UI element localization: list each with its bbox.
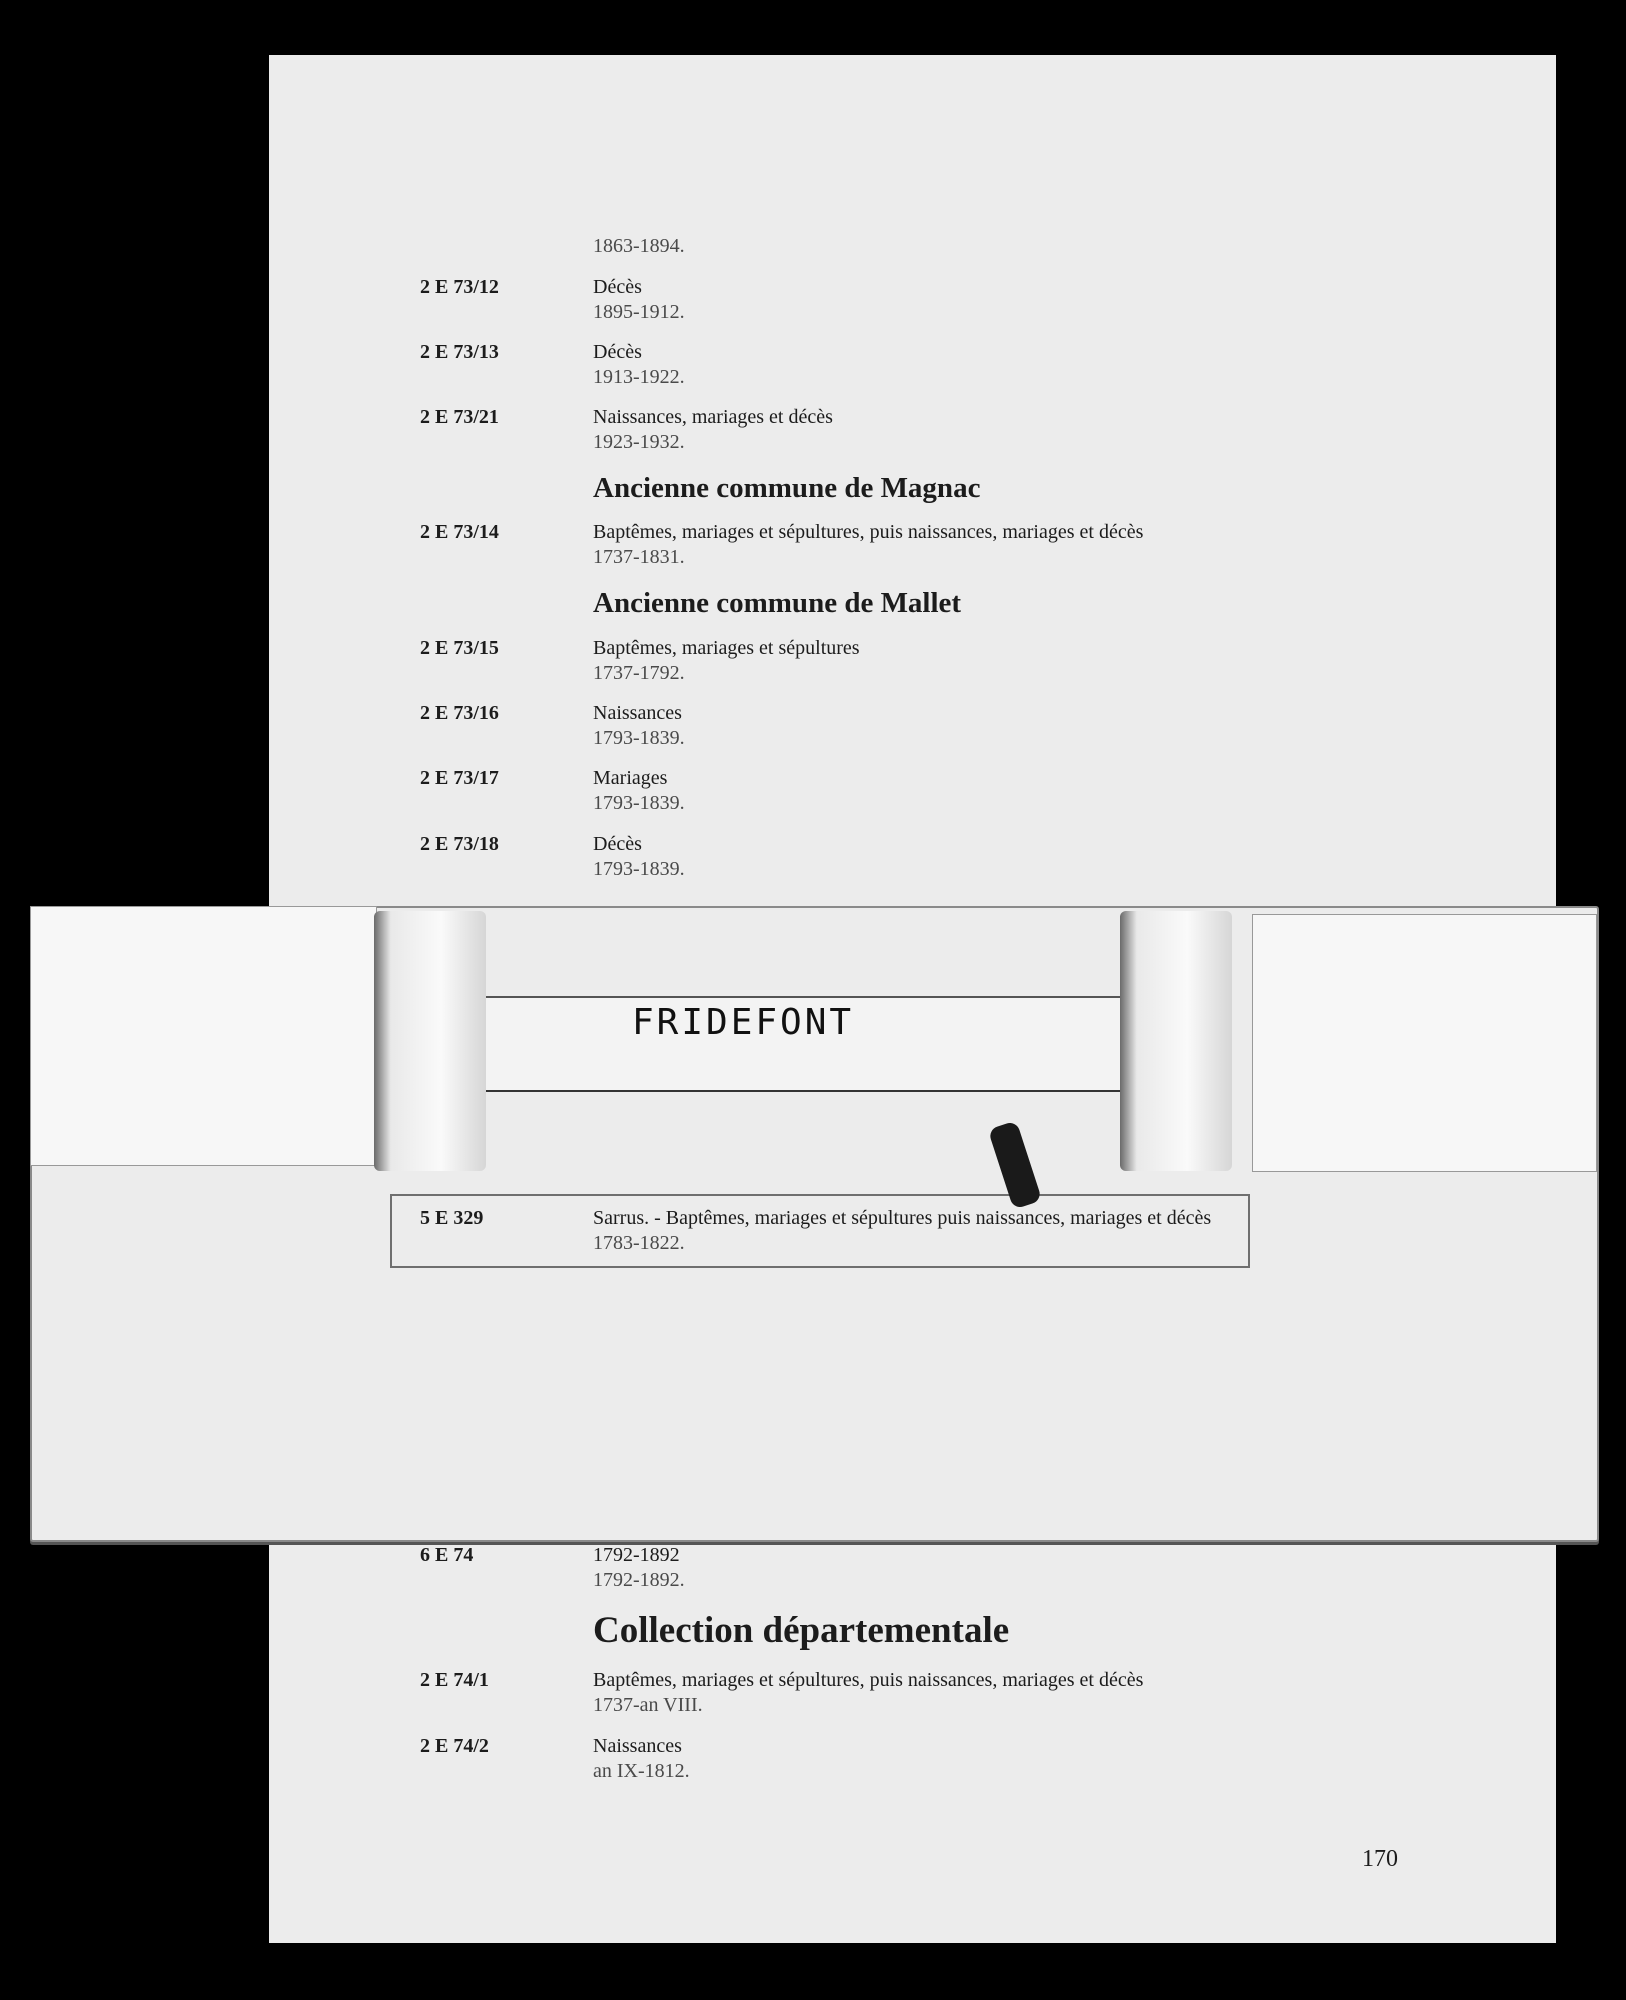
entry-title: Mariages: [593, 767, 668, 789]
slip-left-panel: [30, 906, 377, 1166]
entry-ref: 6 E 74: [420, 1544, 474, 1566]
entry-date: 1783-1822.: [593, 1232, 685, 1254]
entry-date: 1737-1792.: [593, 662, 685, 684]
entry-title: Baptêmes, mariages et sépultures, puis naissances, mariages et décès: [593, 521, 1144, 543]
entry-ref: 2 E 73/17: [420, 767, 499, 789]
entry-ref: 2 E 73/14: [420, 521, 499, 543]
entry-date: 1792-1892.: [593, 1569, 685, 1591]
entry-date: 1737-1831.: [593, 546, 685, 568]
entry-title: Décès: [593, 276, 642, 298]
handwritten-label: FRIDEFONT: [632, 1002, 855, 1043]
boxed-entry: [390, 1194, 1250, 1268]
entry-title: 1792-1892: [593, 1544, 680, 1566]
entry-title: Baptêmes, mariages et sépultures, puis naissances, mariages et décès: [593, 1669, 1144, 1691]
entry-date: 1863-1894.: [593, 235, 685, 257]
entry-ref: 2 E 73/18: [420, 833, 499, 855]
entry-title: Baptêmes, mariages et sépultures: [593, 637, 860, 659]
entry-date: an IX-1812.: [593, 1760, 690, 1782]
entry-ref: 2 E 73/12: [420, 276, 499, 298]
slip-right-panel: [1252, 914, 1597, 1172]
entry-title: Décès: [593, 833, 642, 855]
entry-title: Sarrus. - Baptêmes, mariages et sépultures puis naissances, mariages et décès: [593, 1207, 1212, 1229]
entry-title: Naissances, mariages et décès: [593, 406, 833, 428]
entry-date: 1923-1932.: [593, 431, 685, 453]
entry-ref: 2 E 74/1: [420, 1669, 489, 1691]
entry-date: 1737-an VIII.: [593, 1694, 703, 1716]
entry-ref: 5 E 329: [420, 1207, 484, 1229]
section-heading-magnac: Ancienne commune de Magnac: [593, 472, 981, 504]
entry-ref: 2 E 73/13: [420, 341, 499, 363]
entry-date: 1793-1839.: [593, 858, 685, 880]
section-heading-mallet: Ancienne commune de Mallet: [593, 587, 962, 619]
entry-ref: 2 E 73/21: [420, 406, 499, 428]
entry-date: 1793-1839.: [593, 727, 685, 749]
entry-date: 1895-1912.: [593, 301, 685, 323]
entry-date: 1793-1839.: [593, 792, 685, 814]
entry-title: Naissances: [593, 1735, 682, 1757]
left-clip: [374, 911, 486, 1171]
section-heading-collection: Collection départementale: [593, 1610, 1010, 1651]
entry-title: Naissances: [593, 702, 682, 724]
entry-date: 1913-1922.: [593, 366, 685, 388]
entry-title: Décès: [593, 341, 642, 363]
right-clip: [1120, 911, 1232, 1171]
entry-ref: 2 E 73/16: [420, 702, 499, 724]
page-number: 170: [1362, 1846, 1398, 1872]
entry-ref: 2 E 73/15: [420, 637, 499, 659]
entry-ref: 2 E 74/2: [420, 1735, 489, 1757]
